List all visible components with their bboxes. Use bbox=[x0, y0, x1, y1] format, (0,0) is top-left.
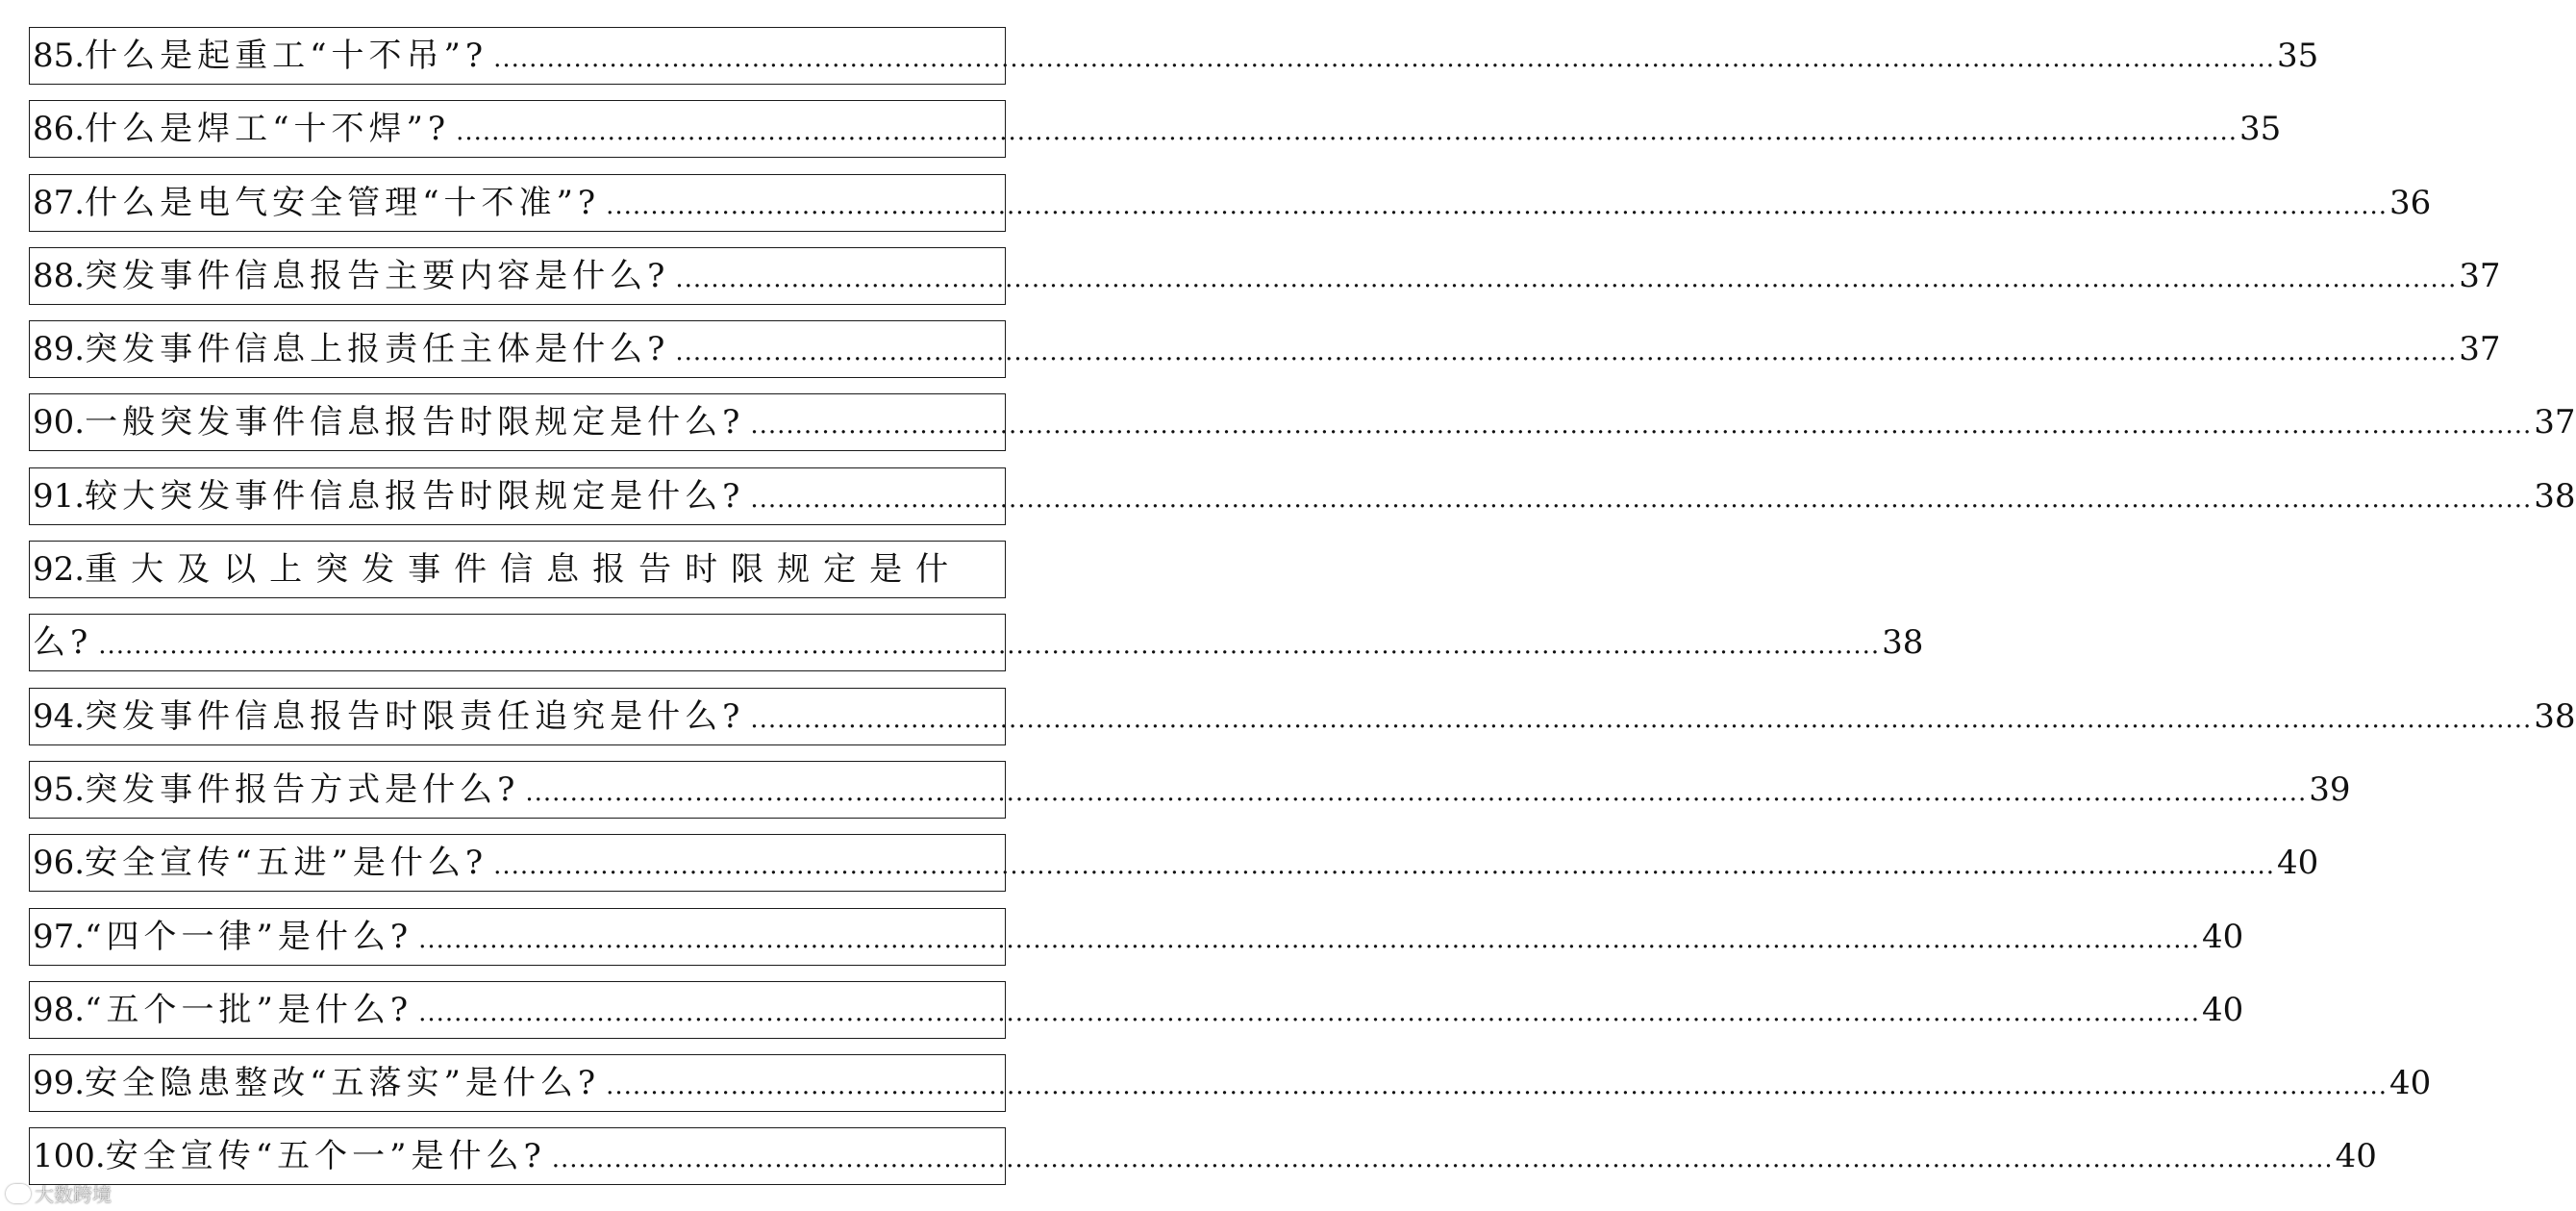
toc-entry-page: 39 bbox=[2309, 769, 2351, 809]
dot-leader: ........................................................................................................................................................................................................ bbox=[750, 704, 2533, 734]
toc-entry-85[interactable] bbox=[29, 27, 2319, 85]
toc-entry-page: 37 bbox=[2459, 330, 2501, 369]
toc-entry-title: 突发事件信息报告主要内容是什么? bbox=[85, 256, 670, 295]
toc-entry-title: 重大及以上突发事件信息报告时限规定是什 bbox=[85, 550, 963, 590]
toc-entry-page: 38 bbox=[2534, 696, 2576, 736]
toc-entry-number: 98. bbox=[33, 990, 86, 1029]
dot-leader: ........................................................................................................................................................................................................ bbox=[418, 924, 2201, 954]
toc-entry-86[interactable] bbox=[29, 100, 2282, 158]
toc-entry-page: 40 bbox=[2202, 990, 2244, 1029]
dot-leader: ........................................................................................................................................................................................................ bbox=[750, 411, 2533, 441]
toc-entry-number: 96. bbox=[33, 844, 86, 883]
toc-entry-title: 突发事件信息上报责任主体是什么? bbox=[85, 330, 670, 369]
toc-entry-number: 90. bbox=[33, 403, 86, 442]
dot-leader: ........................................................................................................................................................................................................ bbox=[606, 190, 2388, 220]
dot-leader: ........................................................................................................................................................................................................ bbox=[525, 777, 2308, 807]
toc-entry-number: 94. bbox=[33, 696, 86, 736]
toc-entry-title-continued: 么? bbox=[33, 623, 93, 663]
watermark bbox=[6, 1179, 112, 1207]
toc-entry-number: 97. bbox=[33, 917, 86, 956]
toc-entry-92-continued[interactable] bbox=[29, 614, 1924, 671]
toc-entry-number: 95. bbox=[33, 769, 86, 809]
toc-entry-title: 什么是电气安全管理“十不准”? bbox=[85, 183, 601, 222]
toc-entry-95[interactable] bbox=[29, 761, 2351, 819]
toc-entry-page: 40 bbox=[2335, 1137, 2377, 1176]
toc-entry-title: 一般突发事件信息报告时限规定是什么? bbox=[85, 403, 745, 442]
toc-entry-number: 85. bbox=[33, 37, 86, 75]
watermark-text: 大数跨境 bbox=[35, 1183, 112, 1206]
toc-entry-page: 37 bbox=[2459, 256, 2501, 295]
toc-entry-page: 37 bbox=[2534, 403, 2576, 442]
toc-entry-87[interactable] bbox=[29, 174, 2432, 232]
toc-entry-99[interactable] bbox=[29, 1054, 2432, 1112]
toc-entry-91[interactable] bbox=[29, 467, 2576, 525]
table-of-contents bbox=[29, 27, 2576, 1201]
toc-entry-number: 89. bbox=[33, 330, 86, 369]
dot-leader: ........................................................................................................................................................................................................ bbox=[493, 851, 2276, 881]
toc-entry-page: 40 bbox=[2389, 1064, 2432, 1103]
dot-leader: ........................................................................................................................................................................................................ bbox=[750, 484, 2533, 514]
toc-entry-90[interactable] bbox=[29, 393, 2576, 451]
dot-leader: ........................................................................................................................................................................................................ bbox=[456, 117, 2238, 147]
toc-entry-title: 什么是起重工“十不吊”? bbox=[85, 37, 488, 75]
toc-entry-number: 87. bbox=[33, 183, 86, 222]
toc-entry-number: 100. bbox=[33, 1137, 106, 1176]
toc-entry-title: 安全宣传“五进”是什么? bbox=[85, 844, 488, 883]
toc-entry-title: 较大突发事件信息报告时限规定是什么? bbox=[85, 476, 745, 516]
toc-entry-98[interactable] bbox=[29, 981, 2244, 1039]
toc-entry-89[interactable] bbox=[29, 320, 2501, 378]
toc-entry-title: 安全隐患整改“五落实”是什么? bbox=[85, 1064, 601, 1103]
toc-entry-number: 92. bbox=[33, 550, 86, 590]
toc-entry-100[interactable] bbox=[29, 1127, 2377, 1185]
toc-entry-92[interactable] bbox=[29, 541, 1006, 598]
toc-entry-title: “四个一律”是什么? bbox=[85, 917, 413, 956]
toc-entry-title: 突发事件报告方式是什么? bbox=[85, 769, 520, 809]
toc-entry-94[interactable] bbox=[29, 688, 2576, 745]
toc-entry-title: 突发事件信息报告时限责任追究是什么? bbox=[85, 696, 745, 736]
toc-entry-title: 安全宣传“五个一”是什么? bbox=[105, 1137, 546, 1176]
toc-entry-88[interactable] bbox=[29, 247, 2501, 305]
dot-leader: ........................................................................................................................................................................................................ bbox=[675, 338, 2458, 367]
dot-leader: ........................................................................................................................................................................................................ bbox=[98, 631, 1881, 661]
dot-leader: ........................................................................................................................................................................................................ bbox=[493, 44, 2276, 73]
toc-entry-number: 88. bbox=[33, 256, 86, 295]
dot-leader: ........................................................................................................................................................................................................ bbox=[418, 997, 2201, 1027]
dot-leader: ........................................................................................................................................................................................................ bbox=[606, 1072, 2388, 1101]
toc-entry-97[interactable] bbox=[29, 908, 2244, 966]
dot-leader: ........................................................................................................................................................................................................ bbox=[675, 264, 2458, 293]
toc-entry-number: 86. bbox=[33, 110, 86, 149]
toc-entry-96[interactable] bbox=[29, 834, 2319, 892]
toc-entry-page: 38 bbox=[1882, 623, 1924, 663]
dot-leader: ........................................................................................................................................................................................................ bbox=[551, 1145, 2334, 1174]
toc-entry-number: 91. bbox=[33, 476, 86, 516]
toc-entry-page: 36 bbox=[2389, 183, 2432, 222]
toc-entry-title: 什么是焊工“十不焊”? bbox=[85, 110, 451, 149]
toc-entry-page: 40 bbox=[2277, 844, 2319, 883]
toc-entry-page: 38 bbox=[2534, 476, 2576, 516]
toc-entry-title: “五个一批”是什么? bbox=[85, 990, 413, 1029]
toc-entry-page: 40 bbox=[2202, 917, 2244, 956]
toc-entry-page: 35 bbox=[2277, 37, 2319, 75]
toc-entry-page: 35 bbox=[2239, 110, 2282, 149]
watermark-logo-icon bbox=[6, 1184, 31, 1203]
toc-entry-number: 99. bbox=[33, 1064, 86, 1103]
